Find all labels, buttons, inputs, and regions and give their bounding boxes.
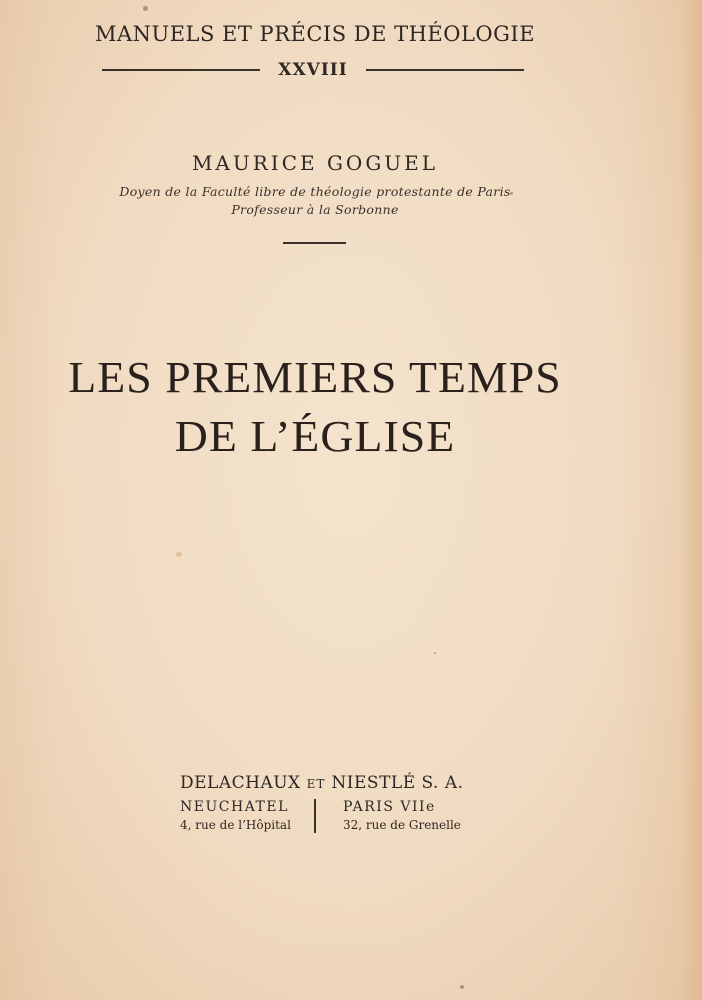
street-neuchatel: 4, rue de l’Hôpital bbox=[180, 818, 291, 832]
book-title-line-1: LES PREMIERS TEMPS bbox=[68, 353, 562, 402]
address-divider bbox=[314, 799, 316, 833]
author-name: MAURICE GOGUEL bbox=[191, 151, 439, 175]
series-title: MANUELS ET PRÉCIS DE THÉOLOGIE bbox=[94, 22, 536, 46]
publisher-name-part1: DELACHAUX bbox=[180, 773, 301, 793]
city-paris: PARIS VIIe bbox=[343, 799, 436, 815]
paper-speck bbox=[460, 985, 464, 989]
series-number-row bbox=[102, 58, 524, 82]
paper-speck bbox=[176, 552, 182, 557]
author-title-line-1: Doyen de la Faculté libre de théologie protestante de Paris bbox=[119, 184, 511, 199]
series-number: XXVIII bbox=[278, 60, 348, 80]
author-divider bbox=[283, 242, 346, 244]
publisher-address-paris bbox=[343, 798, 473, 838]
city-neuchatel: NEUCHATEL bbox=[180, 799, 289, 815]
publisher-name-et: ET bbox=[306, 777, 326, 791]
paper-speck bbox=[510, 192, 513, 195]
paper-speck bbox=[143, 6, 148, 11]
publisher-name bbox=[180, 773, 462, 793]
publisher-name-part2: NIESTLÉ S. A. bbox=[331, 773, 464, 793]
book-title-line-2: DE L’ÉGLISE bbox=[174, 412, 456, 461]
paper-speck bbox=[434, 652, 436, 654]
paper-edge-shading bbox=[680, 0, 702, 1000]
publisher-address-neuchatel bbox=[180, 798, 306, 838]
series-rule-left bbox=[102, 69, 260, 71]
author-title-line-2: Professeur à la Sorbonne bbox=[231, 202, 399, 217]
series-rule-right bbox=[366, 69, 524, 71]
street-paris: 32, rue de Grenelle bbox=[343, 818, 461, 832]
